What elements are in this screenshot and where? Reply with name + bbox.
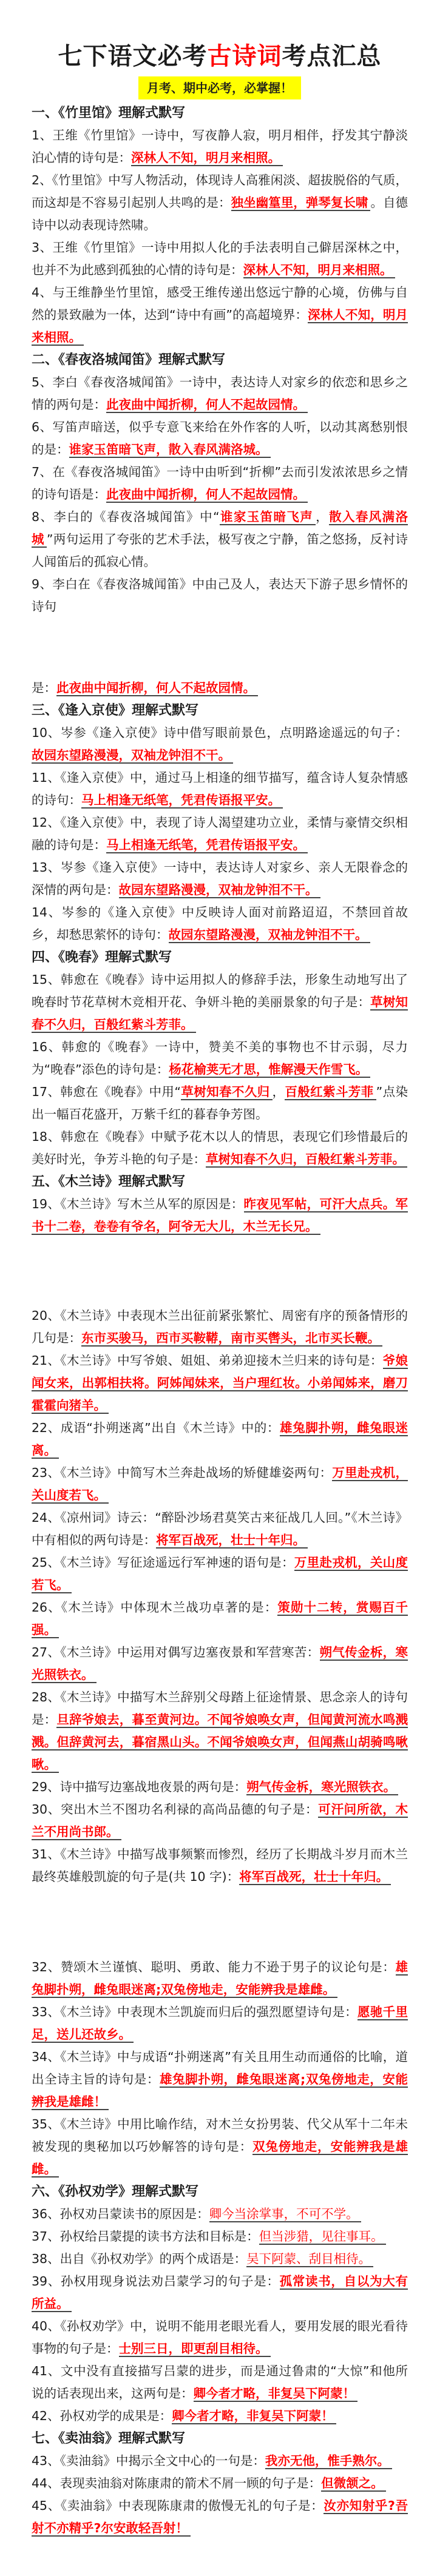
question-item <box>32 2270 408 2315</box>
answer-text: 马上相逢无纸笔，凭君传语报平安。 <box>106 838 308 853</box>
answer-text: 可汗问所欲，木兰不用尚书郎。 <box>32 1802 408 1839</box>
section-heading: 六、《孙权劝学》理解式默写 <box>32 2184 199 2199</box>
question-text: 30、突出木兰不图功名利禄的高尚品德的句子是： <box>32 1802 319 1817</box>
answer-text: 马上相逢无纸笔，凭君传语报平安。 <box>81 793 283 809</box>
question-text: 9、李白在《春夜洛城闻笛》中由己及人，表达天下游子思乡情怀的诗句 <box>32 577 408 614</box>
answer-text: 万里赴戎机，关山度若飞。 <box>32 1465 408 1502</box>
answer-text: 我亦无他，惟手熟尔。 <box>265 2453 392 2469</box>
question-text: 36、孙权劝吕蒙读书的原因是： <box>32 2207 209 2221</box>
answer-text: 策勋十二转，赏赐百千强。 <box>32 1600 408 1637</box>
question-item <box>32 1462 408 1507</box>
section-heading: 七、《卖油翁》理解式默写 <box>32 2430 186 2446</box>
answer-text: 雄兔脚扑朔，雌兔眼迷离;双兔傍地走，安能辨我是雄雌。 <box>32 1960 408 1997</box>
answer-text: 故园东望路漫漫，双袖龙钟泪不干。 <box>169 927 370 943</box>
title-part-1: 七下语文必考 <box>58 42 208 70</box>
question-item <box>32 2001 408 2046</box>
answer-text: 将军百战死，壮士十年归。 <box>156 1533 308 1549</box>
answer-text: 但当涉猎，见往事耳。 <box>259 2229 386 2245</box>
title-highlight: 古诗词 <box>207 42 282 70</box>
question-text: 40、《孙权劝学》中，说明不能用老眼光看人，要用发展的眼光看待事物的句子是： <box>32 2319 408 2356</box>
question-item <box>32 1305 408 1350</box>
question-item <box>32 371 408 416</box>
answer-text: 深林人不知，明月来相照。 <box>243 263 395 278</box>
question-item <box>32 2315 408 2360</box>
answer-text: 吴下阿蒙、刮目相待。 <box>246 2251 373 2267</box>
question-item <box>32 506 408 573</box>
question-text: 37、孙权给吕蒙提的读书方法和目标是： <box>32 2229 259 2244</box>
question-item <box>32 237 408 281</box>
answer-text: 昨夜见军帖，可汗大点兵。军书十二卷，卷卷有爷名，阿爷无大儿，木兰无长兄。 <box>32 1197 408 1234</box>
answer-text: 卿今者才略，非复吴下阿蒙！ <box>172 2409 336 2424</box>
section-heading: 一、《竹里馆》理解式默写 <box>32 105 186 121</box>
question-text: 15、韩愈在《晚春》诗中运用拟人的修辞手法，形象生动地写出了晚春时节花草树木竞相开花、争妍斗艳的美丽景象的句子是： <box>32 972 408 1009</box>
question-text: 32、赞颂木兰谨慎、聪明、勇敢、能力不逊于男子的议论句是： <box>32 1960 396 1974</box>
answer-text: 杨花榆荚无才思，惟解漫天作雪飞。 <box>169 1062 370 1078</box>
question-item <box>32 2248 408 2270</box>
answer-text: 朔气传金柝，寒光照铁衣。 <box>246 1780 398 1795</box>
question-item <box>32 1126 408 1171</box>
question-text: 18、韩愈在《晚春》中赋予花木以人的情思，表现它们珍惜最后的美好时光，争芳斗艳的句子是： <box>32 1129 408 1166</box>
question-item <box>32 2113 408 2181</box>
question-item <box>32 722 408 767</box>
question-text: 22、成语“扑朔迷离”出自《木兰诗》中的： <box>32 1421 280 1435</box>
question-item <box>32 767 408 812</box>
question-item <box>32 969 408 1036</box>
question-text: 29、诗中描写边塞战地夜景的两句是： <box>32 1780 247 1794</box>
question-text: 34、《木兰诗》中与成语“扑朔迷离”有关且用生动而通俗的比喻，道出全诗主旨的诗句是： <box>32 2050 408 2087</box>
question-text: 27、《木兰诗》中运用对偶写边塞夜景和军营寒苦： <box>32 1645 320 1660</box>
question-item <box>32 1552 408 1596</box>
question-text: 10、岑参《逢入京使》诗中借写眼前景色，点明路途遥远的句子： <box>32 725 408 740</box>
question-item <box>32 812 408 856</box>
question-item <box>32 573 408 618</box>
question-text: ， <box>272 1085 285 1099</box>
question-text: 28、《木兰诗》中描写木兰辞别父母踏上征途情景、思念亲人的诗句是： <box>32 1690 408 1727</box>
question-item <box>32 1798 408 1843</box>
question-text: 1、王维《竹里馆》一诗中，写夜静人寂，明月相伴，抒发其宁静淡泊心情的诗句是： <box>32 128 408 165</box>
question-text: 4、与王维静坐竹里馆，感受王维传递出悠远宁静的心境，仿佛与自然的景致融为一体，达到“诗中有画”的高超境界： <box>32 285 408 322</box>
question-text: 12、《逢入京使》中，表现了诗人渴望建功立业，柔情与豪情交织相融的诗句是： <box>32 815 408 852</box>
question-item <box>32 1036 408 1081</box>
content <box>32 102 408 2540</box>
question-text: 6、写笛声暗送，似乎专意飞来给在外作客的人听，以动其离愁别恨的是： <box>32 420 408 457</box>
answer-text: 双兔傍地走，安能辨我是雄雌。 <box>32 2139 408 2176</box>
question-text: 42、孙权劝学的成果是： <box>32 2409 172 2423</box>
question-item <box>32 169 408 237</box>
question-text: 2、《竹里馆》中写人物活动，体现诗人高雅闲淡、超拔脱俗的气质，而这却是不容易引起别人共鸣的是： <box>32 173 408 210</box>
answer-text: 独坐幽篁里，弹琴复长啸 <box>231 195 371 211</box>
answer-text: 愿驰千里足，送儿还故乡。 <box>32 2005 408 2042</box>
question-item <box>32 2046 408 2113</box>
answer-text: 草树知春不久归，百般红紫斗芳菲。 <box>32 995 408 1032</box>
answer-text: 旦辞爷娘去，暮至黄河边。不闻爷娘唤女声，但闻黄河流水鸣溅溅。但辞黄河去，暮宿黑山头。不闻爷娘唤女声，但闻燕山胡骑鸣啾啾。 <box>32 1712 408 1772</box>
question-text: 11、《逢入京使》中，通过马上相逢的细节描写，蕴含诗人复杂情感的诗句： <box>32 770 408 807</box>
answer-text: 朔气传金柝，寒光照铁衣。 <box>32 1645 408 1682</box>
question-text: 5、李白《春夜洛城闻笛》一诗中，表达诗人对家乡的依恋和思乡之情的两句是： <box>32 375 408 412</box>
title-part-2: 考点汇总 <box>282 42 382 70</box>
question-text: 39、孙权用现身说法劝吕蒙学习的句子是： <box>32 2274 280 2288</box>
answer-text: 百般红紫斗芳菲 <box>285 1085 376 1100</box>
question-text: ， <box>316 509 330 524</box>
question-item <box>32 677 408 699</box>
question-item <box>32 2450 408 2472</box>
question-text: 17、韩愈在《晚春》中用“ <box>32 1085 181 1099</box>
question-item <box>32 1596 408 1641</box>
question-item <box>32 2203 408 2225</box>
question-text: 20、《木兰诗》中表现木兰出征前紧张繁忙、周密有序的预备情形的几句是： <box>32 1308 408 1345</box>
subtitle-banner: 月考、期中必考，必掌握！ <box>138 76 301 99</box>
page-title <box>32 0 408 72</box>
question-text: 44、表现卖油翁对陈康肃的箭术不屑一顾的句子是： <box>32 2476 322 2490</box>
page-break <box>32 618 408 677</box>
subtitle-wrap <box>32 76 408 99</box>
answer-text: 故园东望路漫漫，双袖龙钟泪不干。 <box>119 883 320 898</box>
answer-text: 但微颔之。 <box>321 2476 386 2492</box>
question-item <box>32 1081 408 1126</box>
answer-text: 深林人不知，明月来相照。 <box>131 150 283 166</box>
question-text: 26、《木兰诗》中体现木兰战功卓著的是： <box>32 1600 278 1615</box>
question-item <box>32 2495 408 2540</box>
question-text: 21、《木兰诗》中写爷娘、姐姐、弟弟迎接木兰归来的诗句是： <box>32 1353 383 1368</box>
question-text: 是： <box>32 681 56 695</box>
answer-text: 草树知春不久归 <box>181 1085 273 1100</box>
question-text: 16、韩愈的《晚春》一诗中，赞美不美的事物也不甘示弱，尽力为“晚春”添色的诗句是： <box>32 1040 408 1077</box>
page-break <box>32 1888 408 1956</box>
question-item <box>32 856 408 901</box>
answer-text: 卿今者才略，非复吴下阿蒙！ <box>194 2386 358 2402</box>
answer-text: 士别三日，即更刮目相待。 <box>119 2341 271 2357</box>
answer-text: 卿今当涂掌事，不可不学。 <box>209 2207 361 2222</box>
question-text: 。自德诗中以动表现诗然啸。 <box>32 195 408 232</box>
question-item <box>32 2225 408 2248</box>
question-text: 3、王维《竹里馆》一诗中用拟人化的手法表明自己僻居深林之中，也并不为此感到孤独的心情的诗句是： <box>32 240 408 277</box>
section-heading: 三、《逢入京使》理解式默写 <box>32 702 199 718</box>
question-text: 14、岑参的《逢入京使》中反映诗人面对前路迢迢，不禁回首故乡，却愁思萦怀的诗句： <box>32 905 408 942</box>
answer-text: 谁家玉笛暗飞声 <box>220 509 316 525</box>
section-heading: 五、《木兰诗》理解式默写 <box>32 1174 186 1189</box>
question-text: 7、在《春夜洛城闻笛》一诗中由听到“折柳”去而引发浓浓思乡之情的诗句语是： <box>32 465 408 502</box>
question-item <box>32 461 408 506</box>
question-item <box>32 1417 408 1462</box>
question-item <box>32 2472 408 2495</box>
question-text: 25、《木兰诗》写征途遥远行军神速的语句是： <box>32 1555 294 1570</box>
question-item <box>32 281 408 349</box>
question-text: 43、《卖油翁》中揭示全文中心的一句是： <box>32 2453 265 2468</box>
question-text: 45、《卖油翁》中表现陈康肃的傲慢无礼的句子是： <box>32 2498 324 2513</box>
answer-text: 此夜曲中闻折柳，何人不起故园情。 <box>56 681 258 696</box>
question-item <box>32 1641 408 1686</box>
question-item <box>32 901 408 946</box>
answer-text: 草树知春不久归，百般红紫斗芳菲。 <box>206 1152 407 1168</box>
question-item <box>32 1350 408 1417</box>
question-text: 33、《木兰诗》中表现木兰凯旋而归后的强烈愿望诗句是： <box>32 2005 357 2019</box>
answer-text: 故园东望路漫漫，双袖龙钟泪不干。 <box>32 748 233 764</box>
question-item <box>32 1776 408 1798</box>
question-item <box>32 2405 408 2427</box>
section-heading: 四、《晚春》理解式默写 <box>32 949 172 965</box>
question-text: 8、李白的《春夜洛城闻笛》中“ <box>32 509 220 524</box>
answer-text: 汝亦知射乎?吾射不亦精乎?尔安敢轻吾射！ <box>32 2498 408 2535</box>
question-item <box>32 1507 408 1552</box>
page-break <box>32 1238 408 1305</box>
answer-text: 散入春风满洛城 <box>32 509 408 546</box>
question-item <box>32 2360 408 2405</box>
question-text: 35、《木兰诗》中用比喻作结，对木兰女扮男装、代父从军十二年未被发现的奥秘加以巧妙解答的诗句是： <box>32 2117 408 2154</box>
answer-text: 东市买骏马，西市买鞍鞯，南市买辔头，北市买长鞭。 <box>81 1331 382 1347</box>
answer-text: 雄兔脚扑朔，雌兔眼迷离;双兔傍地走，安能辨我是雄雌！ <box>32 2072 408 2109</box>
question-text: ”点染出一幅百花盛开，万紫千红的暮春争芳图。 <box>32 1085 408 1122</box>
question-item <box>32 1686 408 1776</box>
question-item <box>32 1956 408 2001</box>
question-item <box>32 416 408 461</box>
answer-text: 雄兔脚扑朔，雌兔眼迷离。 <box>32 1421 408 1458</box>
question-item <box>32 1843 408 1888</box>
question-text: 31、《木兰诗》中描写战事频繁而惨烈，经历了长期战斗岁月而木兰最终英雄般凯旋的句子是(共 10 字)： <box>32 1847 408 1884</box>
answer-text: 谁家玉笛暗飞声，散入春风满洛城。 <box>69 442 271 458</box>
answer-text: 此夜曲中闻折柳，何人不起故园情。 <box>106 397 308 413</box>
question-item <box>32 1193 408 1238</box>
question-text: 23、《木兰诗》中简写木兰奔赴战场的矫健雄姿两句： <box>32 1465 333 1480</box>
answer-text: 此夜曲中闻折柳，何人不起故园情。 <box>106 487 308 503</box>
question-text: 13、岑参《逢入京使》一诗中，表达诗人对家乡、亲人无限眷念的深情的两句是： <box>32 860 408 897</box>
answer-text: 孤常读书，自以为大有所益。 <box>32 2274 408 2311</box>
answer-text: 深林人不知，明月来相照。 <box>32 308 408 345</box>
question-item <box>32 124 408 169</box>
question-text: 24、《凉州词》诗云：“醉卧沙场君莫笑古来征战几人回。”《木兰诗》中有相似的两句诗是： <box>32 1510 408 1547</box>
answer-text: 万里赴戎机，关山度若飞。 <box>32 1555 408 1592</box>
section-heading: 二、《春夜洛城闻笛》理解式默写 <box>32 352 226 368</box>
question-text: 19、《木兰诗》写木兰从军的原因是： <box>32 1197 244 1211</box>
question-text: 41、文中没有直接描写吕蒙的进步，而是通过鲁肃的“大惊”和他所说的话表现出来，这两句是： <box>32 2364 408 2401</box>
answer-text: 爷娘闻女来，出郭相扶将。阿姊闻妹来，当户理红妆。小弟闻姊来，磨刀霍霍向猪羊。 <box>32 1353 408 1413</box>
answer-text: 将军百战死，壮士十年归。 <box>239 1869 391 1885</box>
question-text: ”两句运用了夸张的艺术手法，极写夜之宁静，笛之悠扬，反衬诗人闻笛后的孤寂心情。 <box>32 532 408 569</box>
question-text: 38、出自《孙权劝学》的两个成语是： <box>32 2251 247 2266</box>
